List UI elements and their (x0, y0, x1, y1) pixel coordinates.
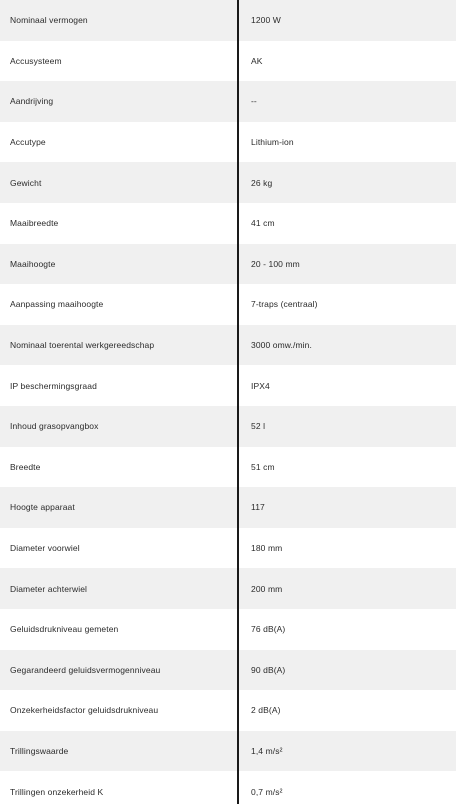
spec-value: 3000 omw./min. (251, 340, 312, 351)
spec-value: 52 l (251, 421, 266, 432)
spec-value: 0,7 m/s² (251, 786, 283, 797)
spec-row (0, 81, 456, 122)
spec-value: 20 - 100 mm (251, 258, 300, 269)
spec-label: Geluidsdrukniveau gemeten (10, 624, 119, 635)
spec-row (0, 609, 456, 650)
spec-row (0, 528, 456, 569)
spec-label: Trillingswaarde (10, 745, 69, 756)
spec-label: Inhoud grasopvangbox (10, 421, 99, 432)
spec-row (0, 365, 456, 406)
spec-value: 2 dB(A) (251, 705, 281, 716)
spec-value: -- (251, 96, 257, 107)
spec-row (0, 406, 456, 447)
spec-label: Nominaal toerental werkgereedschap (10, 340, 155, 351)
spec-label: Accusysteem (10, 55, 62, 66)
spec-label: Breedte (10, 461, 41, 472)
spec-row (0, 650, 456, 691)
spec-label: Aandrijving (10, 96, 54, 107)
spec-label: Aanpassing maaihoogte (10, 299, 104, 310)
spec-row (0, 568, 456, 609)
spec-label: Trillingen onzekerheid K (10, 786, 104, 797)
spec-value: 117 (251, 502, 265, 513)
spec-label: Maaibreedte (10, 218, 59, 229)
spec-label: IP beschermingsgraad (10, 380, 97, 391)
spec-value: IPX4 (251, 380, 270, 391)
spec-value: 1200 W (251, 15, 281, 26)
spec-value: AK (251, 55, 263, 66)
spec-row (0, 41, 456, 82)
spec-row (0, 0, 456, 41)
spec-row (0, 447, 456, 488)
spec-row (0, 244, 456, 285)
spec-value: 51 cm (251, 461, 275, 472)
spec-row (0, 284, 456, 325)
spec-row (0, 487, 456, 528)
spec-row (0, 162, 456, 203)
column-divider (237, 0, 239, 804)
spec-row (0, 731, 456, 772)
spec-row (0, 690, 456, 731)
spec-label: Gegarandeerd geluidsvermogenniveau (10, 664, 161, 675)
spec-value: Lithium-ion (251, 137, 294, 148)
spec-value: 180 mm (251, 543, 283, 554)
spec-row (0, 122, 456, 163)
spec-label: Diameter achterwiel (10, 583, 88, 594)
spec-value: 7-traps (centraal) (251, 299, 318, 310)
spec-label: Onzekerheidsfactor geluidsdrukniveau (10, 705, 159, 716)
spec-value: 41 cm (251, 218, 275, 229)
spec-row (0, 325, 456, 366)
spec-value: 200 mm (251, 583, 283, 594)
spec-label: Maaihoogte (10, 258, 56, 269)
spec-value: 26 kg (251, 177, 273, 188)
spec-label: Nominaal vermogen (10, 15, 88, 26)
spec-label: Accutype (10, 137, 46, 148)
spec-value: 76 dB(A) (251, 624, 286, 635)
spec-label: Gewicht (10, 177, 42, 188)
spec-label: Diameter voorwiel (10, 543, 80, 554)
spec-row (0, 203, 456, 244)
spec-label: Hoogte apparaat (10, 502, 75, 513)
spec-row (0, 771, 456, 812)
spec-value: 1,4 m/s² (251, 745, 283, 756)
spec-value: 90 dB(A) (251, 664, 286, 675)
